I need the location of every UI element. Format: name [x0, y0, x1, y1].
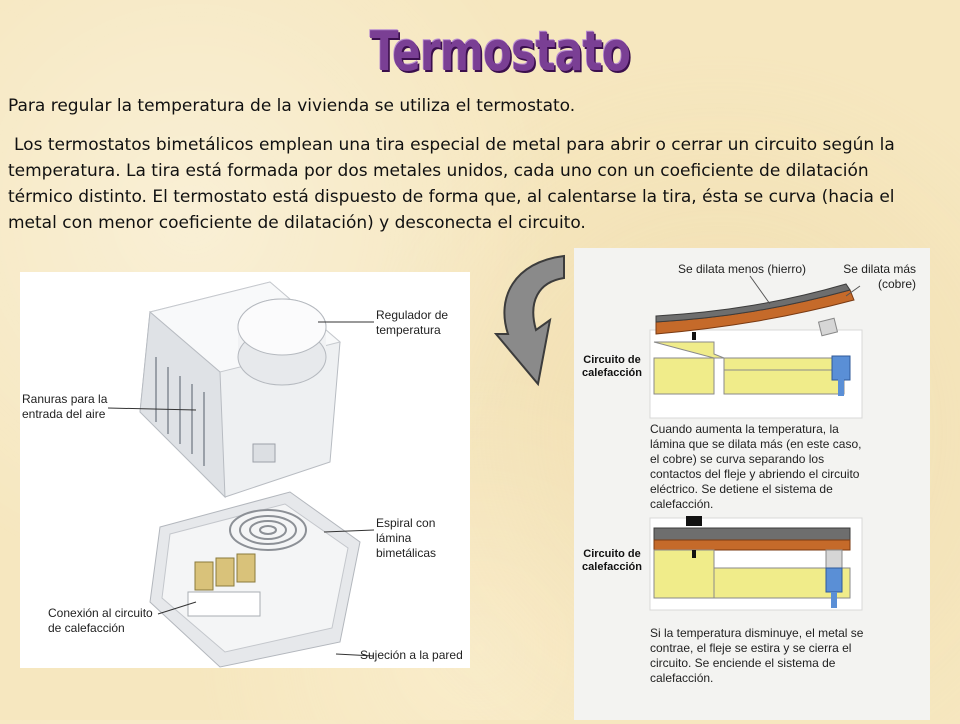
bimetal-diagram: [574, 248, 930, 720]
callout-ranuras: Ranuras para la entrada del aire: [22, 392, 108, 421]
thermostat-photo: [20, 272, 470, 668]
circuit-label-bottom: Circuito de calefacción: [582, 548, 642, 573]
callout-regulador: Regulador de temperatura: [376, 308, 449, 337]
circuit-label-top: Circuito de calefacción: [582, 354, 642, 379]
body-paragraph: Los termostatos bimetálicos emplean una tira especial de metal para abrir o cerrar un circuito según la temperatura. La tira está formada por dos metales unidos, cada uno con un coeficiente de dilatación térmico distinto. El termostato está dispuesto de forma que, al calentarse la tira, ésta se curva (hacia el metal con menor coeficiente de dilatación) y desconecta el circuito.: [8, 135, 895, 233]
intro-paragraph: Para regular la temperatura de la vivienda se utiliza el termostato.: [8, 96, 576, 116]
label-iron: Se dilata menos (hierro): [678, 262, 807, 276]
callout-conexion: Conexión al circuito de calefacción: [48, 606, 153, 635]
label-copper: Se dilata más (cobre): [843, 262, 916, 291]
callout-sujecion: Sujeción a la pared: [360, 648, 463, 662]
caption-top: Cuando aumenta la temperatura, la lámina que se dilata más (en este caso, el cobre) se curva separando los contactos del fleje y abriendo el circuito eléctrico. Se detiene el sistema de calefacción.: [650, 422, 862, 511]
page-title: Termostato: [369, 20, 631, 83]
callout-espiral: Espiral con lámina bimetálicas: [376, 516, 437, 560]
curved-arrow-icon: [494, 250, 574, 390]
caption-bottom: Si la temperatura disminuye, el metal se contrae, el fleje se estira y se cierra el circuito. Se enciende el sistema de calefacción.: [650, 626, 864, 685]
